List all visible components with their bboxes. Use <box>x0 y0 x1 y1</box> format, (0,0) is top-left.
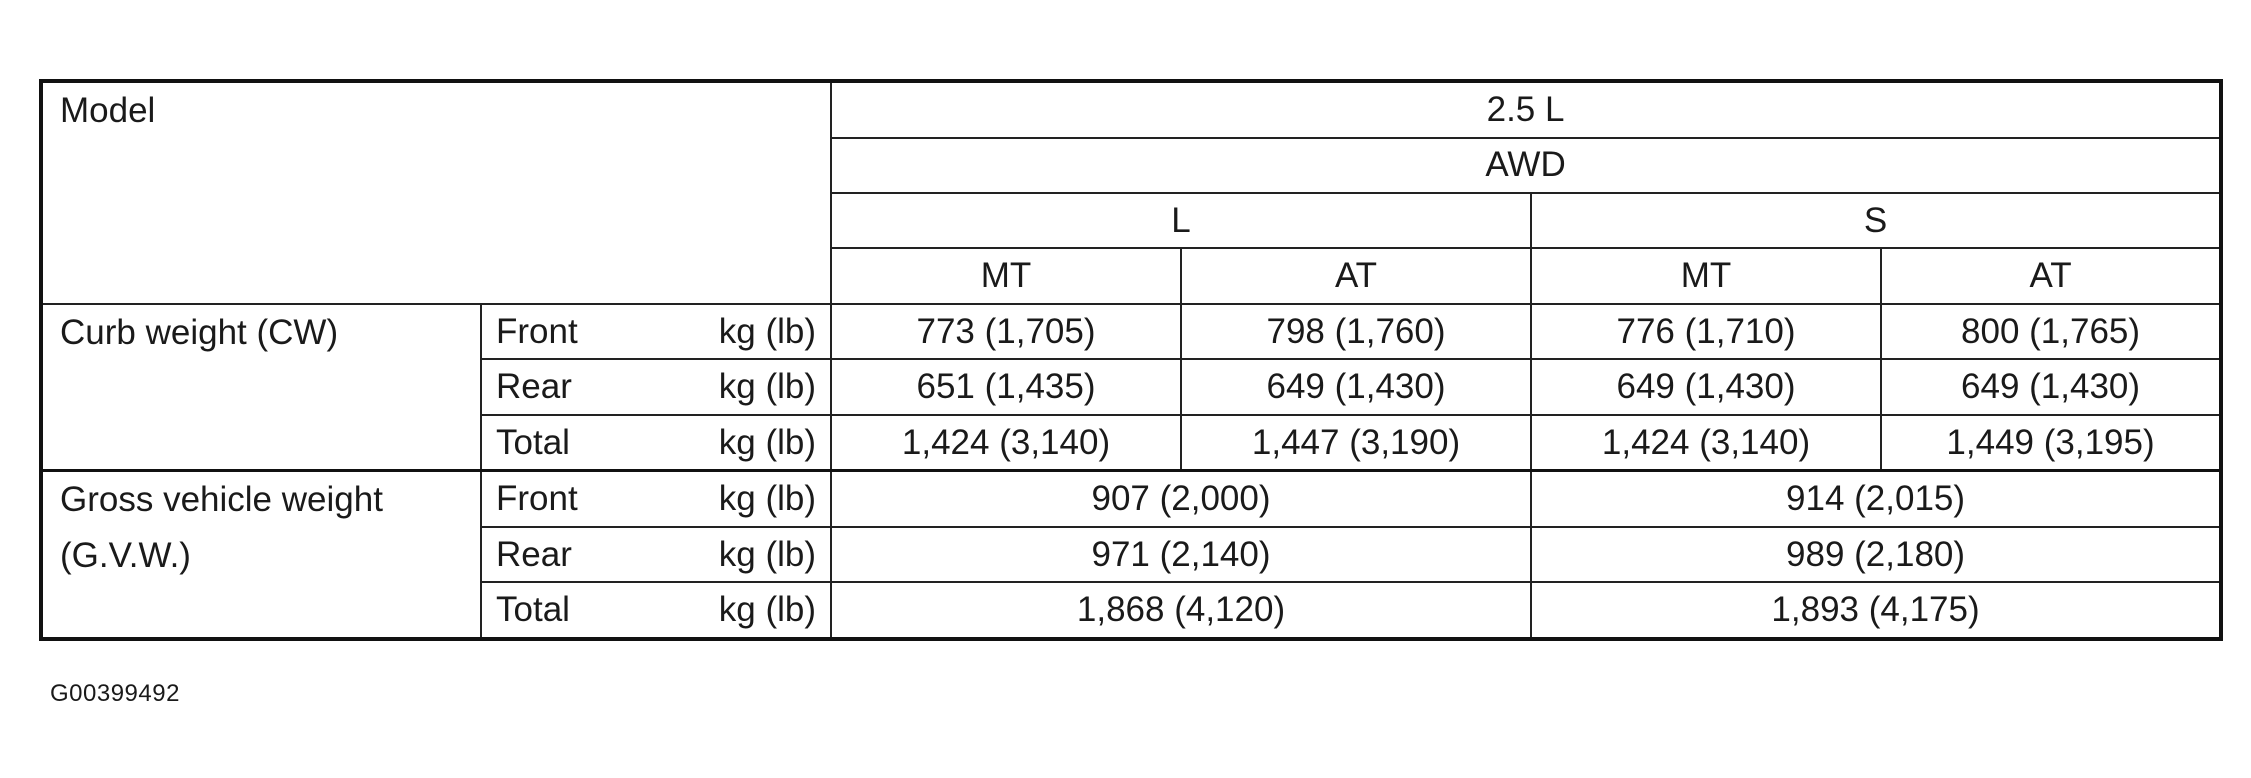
value-cell: 649 (1,430) <box>1531 359 1881 414</box>
table-row <box>41 471 2221 527</box>
value-cell: 798 (1,760) <box>1181 304 1531 359</box>
value-cell: 649 (1,430) <box>1881 359 2221 414</box>
gross-vehicle-weight-label <box>41 471 481 639</box>
value-cell: 651 (1,435) <box>831 359 1181 414</box>
position-label: Front <box>481 471 681 527</box>
trim-header-l: L <box>831 193 1531 248</box>
curb-weight-label: Curb weight (CW) <box>41 304 481 471</box>
value-cell: 649 (1,430) <box>1181 359 1531 414</box>
unit-label: kg (lb) <box>681 527 831 582</box>
transmission-header-l-mt: MT <box>831 248 1181 303</box>
position-label: Rear <box>481 527 681 582</box>
value-cell: 1,447 (3,190) <box>1181 415 1531 471</box>
position-label: Total <box>481 582 681 639</box>
position-label: Total <box>481 415 681 471</box>
transmission-header-s-mt: MT <box>1531 248 1881 303</box>
model-header-cell: Model <box>41 81 831 304</box>
vehicle-weight-table <box>39 79 2223 641</box>
value-cell: 1,424 (3,140) <box>831 415 1181 471</box>
engine-header-cell: 2.5 L <box>831 81 2221 138</box>
value-cell: 989 (2,180) <box>1531 527 2221 582</box>
unit-label: kg (lb) <box>681 304 831 359</box>
value-cell: 1,424 (3,140) <box>1531 415 1881 471</box>
position-label: Rear <box>481 359 681 414</box>
position-label: Front <box>481 304 681 359</box>
gvw-label-line2: (G.V.W.) <box>60 536 191 576</box>
value-cell: 971 (2,140) <box>831 527 1531 582</box>
trim-header-s: S <box>1531 193 2221 248</box>
value-cell: 1,449 (3,195) <box>1881 415 2221 471</box>
value-cell: 773 (1,705) <box>831 304 1181 359</box>
value-cell: 914 (2,015) <box>1531 471 2221 527</box>
unit-label: kg (lb) <box>681 471 831 527</box>
value-cell: 800 (1,765) <box>1881 304 2221 359</box>
value-cell: 776 (1,710) <box>1531 304 1881 359</box>
unit-label: kg (lb) <box>681 415 831 471</box>
transmission-header-s-at: AT <box>1881 248 2221 303</box>
value-cell: 1,868 (4,120) <box>831 582 1531 639</box>
transmission-header-l-at: AT <box>1181 248 1531 303</box>
drive-header-cell: AWD <box>831 138 2221 193</box>
value-cell: 907 (2,000) <box>831 471 1531 527</box>
header-row-engine <box>41 81 2221 138</box>
figure-id: G00399492 <box>50 680 180 707</box>
value-cell: 1,893 (4,175) <box>1531 582 2221 639</box>
table-row <box>41 304 2221 359</box>
unit-label: kg (lb) <box>681 359 831 414</box>
unit-label: kg (lb) <box>681 582 831 639</box>
gvw-label-line1: Gross vehicle weight <box>60 480 383 520</box>
